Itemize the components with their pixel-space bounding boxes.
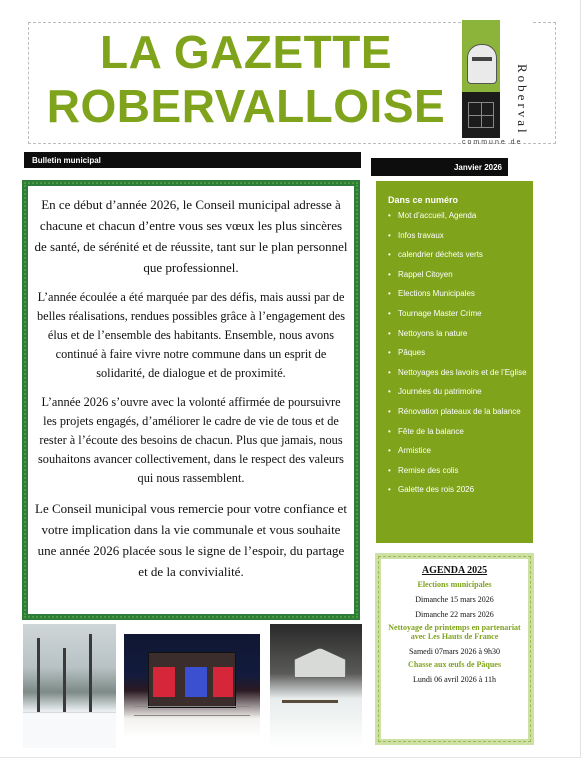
toc-item: • Fête de la balance — [388, 427, 528, 437]
window-grid-icon — [468, 102, 494, 128]
toc-item: • calendrier déchets verts — [388, 250, 528, 260]
tree-trunk — [89, 634, 92, 718]
commune-logo — [462, 20, 533, 144]
editorial-paragraph: En ce début d’année 2026, le Conseil municipal adresse à chacune et chacun d’entre vous ses vœux les plus sincères de santé, de sérénité et de réussite, tant sur le plan personnel que professionnel. — [34, 197, 348, 275]
editorial-paragraph: L’année écoulée a été marquée par des défis, mais aussi par de belles réalisations, rendues possibles grâce à l’engagement des élus et de l’ensemble des habitants. Ensemble, nous avons continué à faire vivre notre commune dans un esprit de solidarité, de dialogue et de proximité. — [37, 290, 345, 380]
toc-list — [388, 211, 533, 495]
snowy-forest-photo — [23, 624, 116, 748]
toc-item: • Mot d’accueil, Agenda — [388, 211, 528, 221]
editorial-text — [34, 192, 348, 608]
red-light — [153, 667, 175, 697]
toc-item: • Rappel Citoyen — [388, 270, 528, 280]
agenda-date: Dimanche 15 mars 2026 — [415, 595, 494, 604]
editorial-paragraph: L’année 2026 s’ouvre avec la volonté affirmée de poursuivre les projets engagés, d’améliorer le cadre de vie de tous et de rester à l’écoute des besoins de chacun. Plus que jamais, nous souhaitons avancer collectivement, dans le respect des valeurs qui nous rassemblent. — [38, 395, 344, 485]
toc-item: • Tournage Master Crime — [388, 309, 528, 319]
red-light — [213, 667, 233, 697]
table-of-contents — [376, 181, 533, 543]
snow-bank — [23, 712, 116, 748]
tree-trunk — [63, 648, 66, 718]
logo-name: Roberval — [515, 64, 530, 136]
toc-item: • Nettoyages des lavoirs et de l’Eglise — [388, 368, 528, 378]
town-hall-building — [148, 652, 236, 708]
toc-item: • Infos travaux — [388, 231, 528, 241]
knight-helmet-icon — [467, 44, 497, 84]
agenda-date: Samedi 07mars 2026 à 9h30 — [408, 647, 501, 656]
picnic-table — [282, 700, 338, 710]
title-line-2: ROBERVALLOISE — [46, 80, 446, 132]
fence — [134, 706, 250, 716]
title-line-1: LA GAZETTE — [99, 26, 393, 78]
toc-item: • Elections Municipales — [388, 289, 528, 299]
toc-item: • Journées du patrimoine — [388, 387, 528, 397]
toc-item: • Armistice — [388, 446, 528, 456]
toc-item: • Rénovation plateaux de la balance — [388, 407, 528, 417]
agenda-title: AGENDA 2025 — [421, 565, 488, 576]
shelter-roof — [294, 648, 346, 678]
editorial-paragraph: Le Conseil municipal vous remercie pour votre confiance et votre implication dans la vie communale et vous souhaite une année 2026 placée sous le signe de l’espoir, du partage et de la convivialité. — [35, 501, 347, 579]
toc-item: • Remise des colis — [388, 466, 528, 476]
agenda-event-heading: Nettoyage de printemps en partenariat avec Les Hauts de France — [388, 623, 521, 641]
blue-light — [185, 667, 207, 697]
editorial-frame — [22, 180, 360, 620]
toc-item: • Pâques — [388, 348, 528, 358]
agenda-event-heading: Elections municipales — [417, 580, 492, 589]
agenda-date: Dimanche 22 mars 2026 — [415, 610, 494, 619]
logo-subtitle: commune de — [462, 139, 523, 146]
agenda-box — [375, 553, 534, 745]
agenda-date: Lundi 06 avril 2026 à 11h — [412, 675, 497, 684]
agenda-event-heading: Chasse aux œufs de Pâques — [408, 660, 501, 669]
toc-item: • Galette des rois 2026 — [388, 485, 528, 495]
toc-heading: Dans ce numéro — [388, 195, 459, 205]
bulletin-bar: Bulletin municipal — [24, 152, 361, 168]
date-bar: Janvier 2026 — [371, 158, 508, 176]
logo-box — [462, 20, 533, 138]
snowy-shelter-photo — [270, 624, 362, 748]
toc-item: • Nettoyons la nature — [388, 329, 528, 339]
illuminated-town-hall-photo — [124, 634, 260, 737]
tree-trunk — [37, 638, 40, 718]
